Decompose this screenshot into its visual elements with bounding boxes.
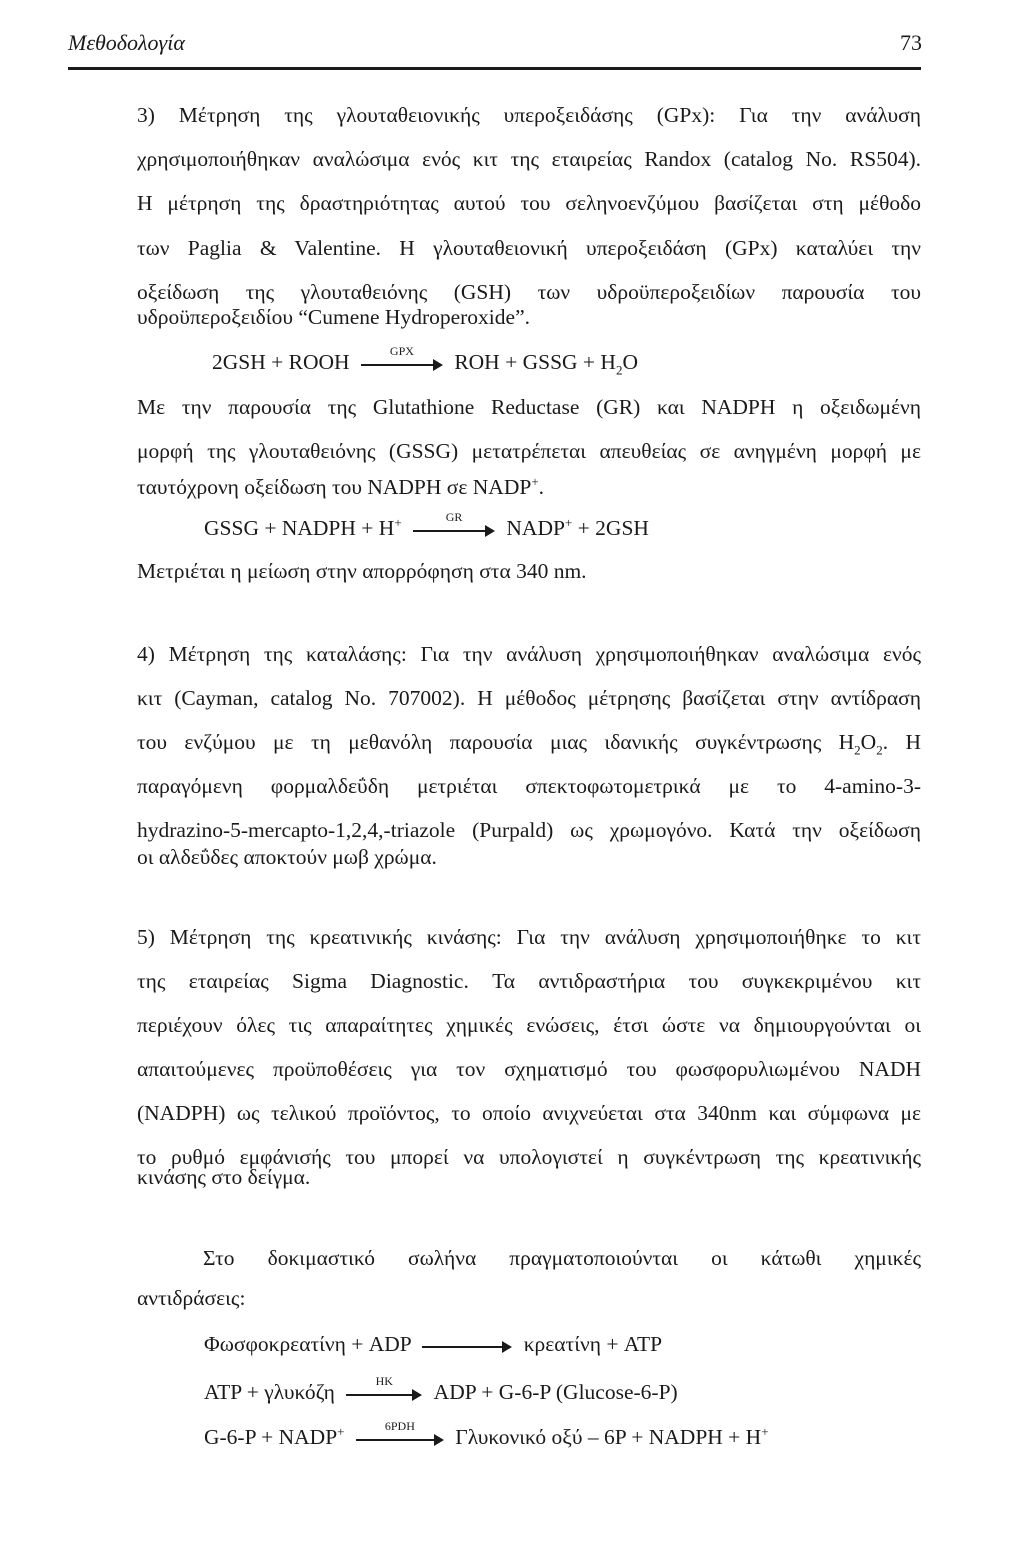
paragraph-line: οξείδωση της γλουταθειόνης (GSH) των υδροϋπεροξειδίων παρουσία του [137, 280, 921, 304]
page-number: 73 [900, 30, 922, 55]
products: NADP+ + 2GSH [506, 514, 649, 540]
enzyme-label: 6PDH [384, 1419, 415, 1433]
paragraph-line: hydrazino-5-mercapto-1,2,4,-triazole (Purpald) ως χρωμογόνο. Κατά την οξείδωση [137, 818, 921, 842]
enzyme-label: GR [445, 510, 463, 524]
paragraph-line: χρησιμοποιήθηκαν αναλώσιμα ενός κιτ της εταιρείας Randox (catalog No. RS504). [137, 147, 921, 171]
reactants: 2GSH + ROOH [212, 350, 350, 374]
paragraph-line: κινάσης στο δείγμα. [137, 1165, 311, 1189]
paragraph-line: αντιδράσεις: [137, 1286, 246, 1310]
paragraph-line: μορφή της γλουταθειόνης (GSSG) μετατρέπεται απευθείας σε ανηγμένη μορφή με [137, 439, 921, 463]
products: κρεατίνη + ATP [523, 1332, 663, 1356]
paragraph-line: της εταιρείας Sigma Diagnostic. Τα αντιδραστήρια του συγκεκριμένου κιτ [137, 969, 921, 993]
products: ADP + G-6-P (Glucose-6-P) [433, 1380, 678, 1404]
reaction-arrow [354, 1419, 446, 1451]
reactants: GSSG + NADPH + H+ [204, 514, 402, 540]
paragraph-line: (NADPH) ως τελικού προϊόντος, το οποίο ανιχνεύεται στα 340nm και σύμφωνα με [137, 1101, 921, 1125]
header-rule [68, 67, 921, 70]
paragraph-line: Με την παρουσία της Glutathione Reductase (GR) και NADPH η οξειδωμένη [137, 395, 921, 419]
enzyme-label: GPX [389, 344, 414, 358]
reaction-equation-6pdh [204, 1419, 769, 1451]
paragraph-line: του ενζύμου με τη μεθανόλη παρουσία μιας ιδανικής συγκέντρωσης $H_2O_2$. Η [137, 730, 921, 756]
paragraph-line: 3) Μέτρηση της γλουταθειονικής υπεροξειδάσης (GPx): Για την ανάλυση [137, 103, 921, 127]
reaction-arrow [420, 1330, 514, 1358]
reaction-arrow [344, 1374, 424, 1406]
paragraph-line: κιτ (Cayman, catalog No. 707002). Η μέθοδος μέτρησης βασίζεται στην αντίδραση [137, 686, 921, 710]
reaction-arrow [359, 344, 445, 376]
enzyme-label: HK [375, 1374, 393, 1388]
products: ROH + GSSG + $H_2O$ [454, 350, 638, 378]
paragraph-line: παραγόμενη φορμαλδεΰδη μετριέται σπεκτοφωτομετρικά με το 4-amino-3- [137, 774, 921, 798]
paragraph-line: Μετριέται η μείωση στην απορρόφηση στα 340 nm. [137, 559, 587, 583]
products: Γλυκονικό οξύ – 6P + NADPH + H+ [455, 1423, 769, 1449]
reaction-equation-gr [204, 510, 649, 542]
reaction-arrow [411, 510, 497, 542]
reaction-equation-ck [204, 1330, 662, 1358]
paragraph-line: 5) Μέτρηση της κρεατινικής κινάσης: Για την ανάλυση χρησιμοποιήθηκε το κιτ [137, 925, 921, 949]
paragraph-line: 4) Μέτρηση της καταλάσης: Για την ανάλυση χρησιμοποιήθηκαν αναλώσιμα ενός [137, 642, 921, 666]
paragraph-line: Στο δοκιμαστικό σωλήνα πραγματοποιούνται οι κάτωθι χημικές [203, 1246, 921, 1270]
paragraph-line: οι αλδεΰδες αποκτούν μωβ χρώμα. [137, 845, 437, 869]
reactants: G-6-P + NADP+ [204, 1423, 345, 1449]
paragraph-line: υδροϋπεροξειδίου “Cumene Hydroperoxide”. [137, 305, 530, 329]
reactants: Φωσφοκρεατίνη + ADP [204, 1332, 411, 1356]
paragraph-line: το ρυθμό εμφάνισής του μπορεί να υπολογιστεί η συγκέντρωση της κρεατινικής [137, 1145, 921, 1169]
paragraph-line: Η μέτρηση της δραστηριότητας αυτού του σεληνοενζύμου βασίζεται στη μέθοδο [137, 191, 921, 215]
paragraph-line: περιέχουν όλες τις απαραίτητες χημικές ενώσεις, έτσι ώστε να δημιουργούνται οι [137, 1013, 921, 1037]
paragraph-line: ταυτόχρονη οξείδωση του NADPH σε NADP+. [137, 473, 545, 499]
reaction-equation-hk [204, 1374, 678, 1406]
paragraph-line: των Paglia & Valentine. Η γλουταθειονική υπεροξειδάση (GPx) καταλύει την [137, 236, 921, 260]
reactants: ATP + γλυκόζη [204, 1380, 335, 1404]
reaction-equation-gpx [212, 344, 638, 378]
paragraph-line: απαιτούμενες προϋποθέσεις για τον σχηματισμό του φωσφορυλιωμένου NADH [137, 1057, 921, 1081]
running-header-title: Μεθοδολογία [68, 30, 185, 55]
